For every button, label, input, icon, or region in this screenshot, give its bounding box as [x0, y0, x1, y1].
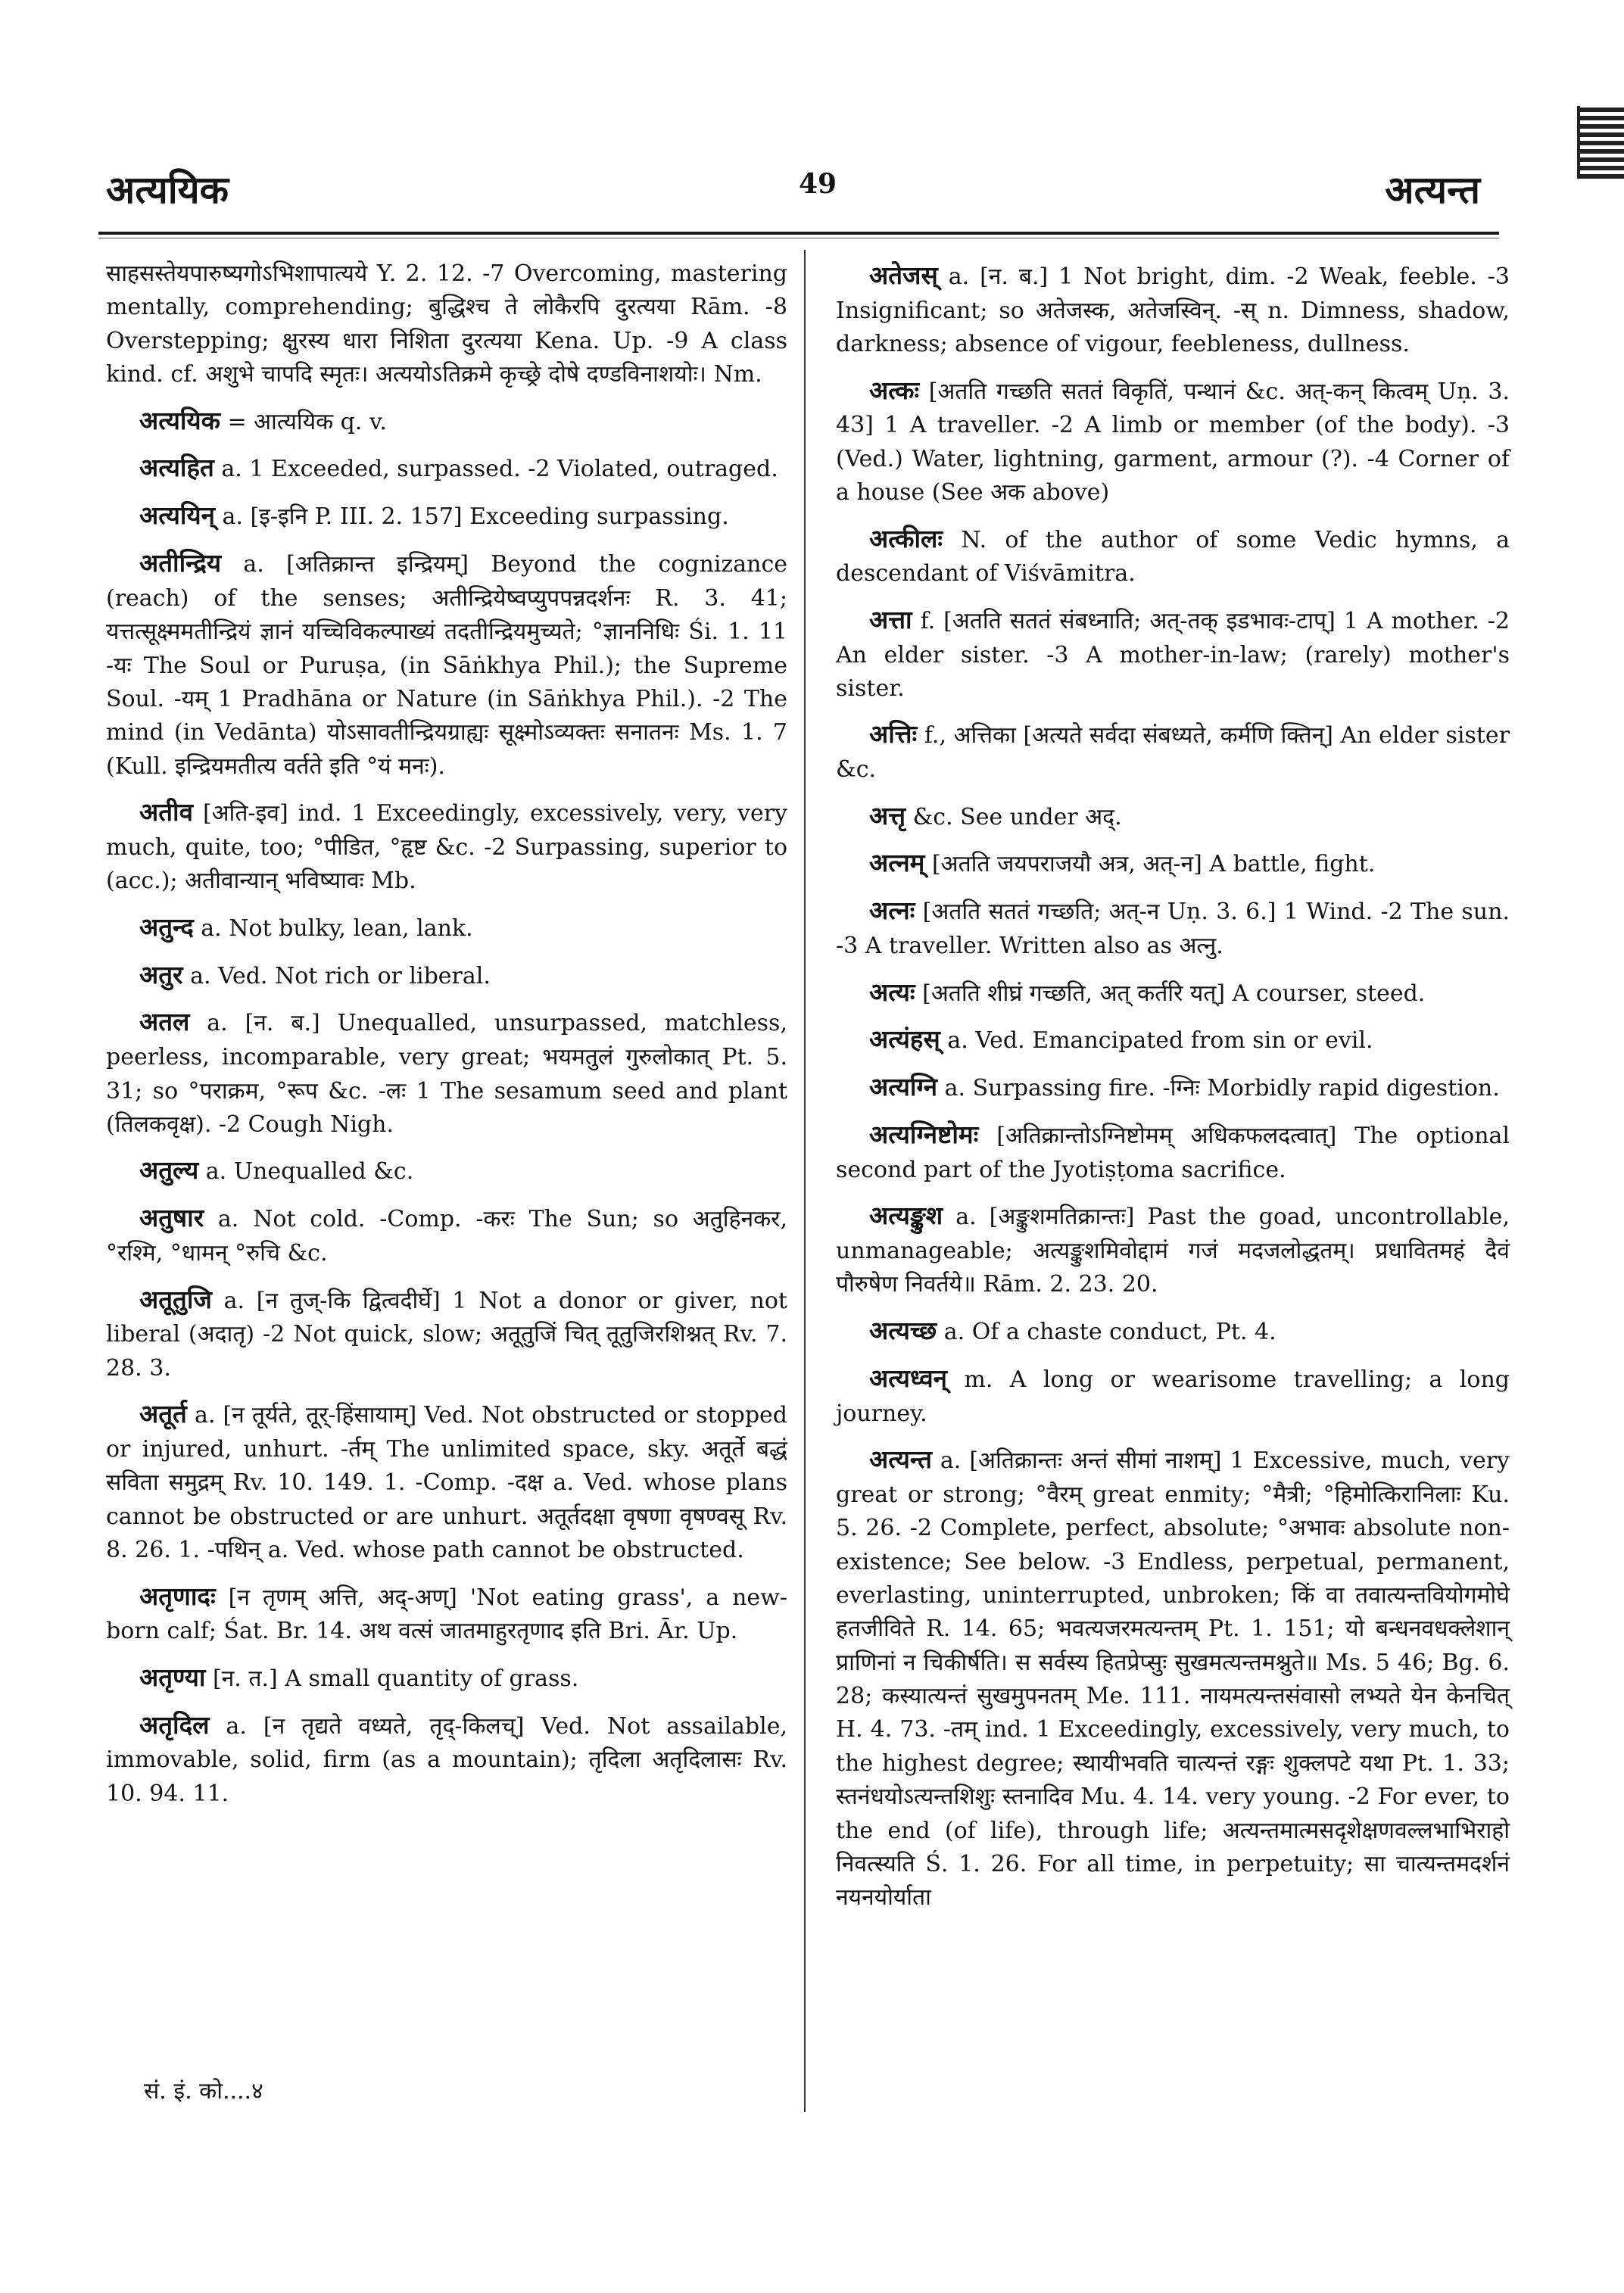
entry-definition: a. [न. ब.] Unequalled, unsurpassed, matchless, peerless, incomparable, very great; भयमतुलं गुरुलोकात् Pt. 5. 31; so °पराक्रम, °रूप &c. -लः 1 The sesamum seed and plant (तिलकवृक्ष). -2 Cough Nigh.	[106, 1010, 787, 1139]
entry-headword: अतीव	[139, 797, 193, 827]
entry-definition: m. A long or wearisome travelling; a long journey.	[836, 1366, 1510, 1427]
dictionary-entry	[106, 1282, 787, 1386]
entry-definition: a. [इ-इनि P. III. 2. 157] Exceeding surpassing.	[222, 503, 729, 531]
entry-definition: a. 1 Exceeded, surpassed. -2 Violated, outraged.	[221, 456, 778, 483]
dictionary-entry	[836, 602, 1510, 706]
entry-definition: [अतति गच्छति सततं विकृतिं, पन्थानं &c. अत्-कन् कित्वम् Uṇ. 3. 43] 1 A traveller. -2 A limb or member (of the body). -3 (Ved.) Water, lightning, garment, armour (?). -4 Corner of a house (See अक above)	[836, 378, 1510, 506]
entry-definition: [अतति सततं गच्छति; अत्-न Uṇ. 3. 6.] 1 Wind. -2 The sun. -3 A traveller. Written also as अत्नु.	[836, 899, 1510, 960]
entry-definition: [अतति शीघ्रं गच्छति, अत् कर्तरि यत्] A courser, steed.	[922, 980, 1426, 1007]
dictionary-entry	[106, 794, 787, 899]
entry-headword: अतृणादः	[139, 1581, 216, 1611]
entry-definition: f. [अतति सततं संबध्नाति; अत्-तक् इडभावः-टाप्] 1 A mother. -2 An elder sister. -3 A mother-in-law; (rarely) mother's sister.	[836, 607, 1510, 703]
entry-definition: [अति-इव] ind. 1 Exceedingly, excessively, very, very much, quite, too; °पीडित, °हृष्ट &c. -2 Surpassing, superior to (acc.); अतीवान्यान् भविष्यावः Mb.	[106, 800, 787, 895]
entry-headword: अतूर्त	[139, 1399, 187, 1429]
entry-definition: a. Ved. Not rich or liberal.	[190, 962, 491, 989]
entry-definition: a. Surpassing fire. -ग्निः Morbidly rapid digestion.	[944, 1075, 1500, 1102]
entry-headword: अत्ता	[869, 604, 912, 634]
entry-definition: a. Not cold. -Comp. -करः The Sun; so अतुहिनकर, °रश्मि, °धामन् °रुचि &c.	[106, 1206, 787, 1267]
entry-headword: अत्यच्छ	[869, 1315, 937, 1345]
left-column	[106, 257, 787, 1821]
entry-definition: [अतति जयपराजयौ अत्र, अत्-न] A battle, fight.	[931, 851, 1376, 878]
signature-mark: सं. इं. को....४	[144, 2078, 263, 2105]
entry-headword: अत्यंहस्	[869, 1024, 940, 1055]
running-head-right: अत्यन्त	[1385, 167, 1480, 212]
dictionary-entry	[106, 1578, 787, 1649]
entry-headword: अतुर	[139, 959, 183, 989]
entry-definition: a. [न तुज्-कि द्वित्वदीर्घे] 1 Not a donor or giver, not liberal (अदातृ) -2 Not quick, slow; अतूतुजिं चित् तूतुजिरशिश्नत् Rv. 7. 28. 3.	[106, 1287, 787, 1382]
dictionary-entry	[106, 909, 787, 946]
entry-headword: अत्ययिक	[139, 405, 220, 435]
column-divider	[804, 250, 806, 2112]
entry-definition: = आत्ययिक q. v.	[227, 408, 387, 435]
entry-headword: अत्यग्निष्टोमः	[869, 1120, 979, 1150]
entry-headword: अत्तिः	[869, 719, 918, 749]
entry-headword: अतीन्द्रिय	[139, 548, 221, 578]
entry-headword: अतेजस्	[869, 260, 938, 290]
entry-definition: a. [न. ब.] 1 Not bright, dim. -2 Weak, feeble. -3 Insignificant; so अतेजस्क, अतेजस्विन्. -स् n. Dimness, shadow, darkness; absence of vigour, feebleness, dullness.	[836, 263, 1510, 358]
entry-headword: अतुल्य	[139, 1155, 199, 1185]
dictionary-entry	[106, 1200, 787, 1270]
dictionary-entry	[836, 1441, 1510, 1915]
entry-headword: अतुषार	[139, 1203, 204, 1233]
dictionary-entry	[106, 450, 787, 487]
entry-headword: अत्यङ्कुश	[869, 1201, 943, 1231]
entry-definition: &c. See under अद्.	[912, 803, 1122, 830]
dictionary-entry	[836, 798, 1510, 835]
dictionary-entry	[106, 1707, 787, 1812]
entry-definition: [न. त.] A small quantity of grass.	[212, 1665, 579, 1692]
entry-headword: अत्ययिन्	[139, 500, 215, 531]
page-number: 49	[798, 168, 837, 200]
entry-headword: अतृण्या	[139, 1662, 206, 1692]
dictionary-entry	[106, 257, 787, 392]
entry-headword: अतृदिल	[139, 1709, 210, 1740]
dictionary-entry	[836, 372, 1510, 510]
thumb-index-marker	[1577, 106, 1624, 179]
dictionary-entry	[106, 1004, 787, 1142]
dictionary-entry	[106, 1396, 787, 1567]
dictionary-entry	[106, 957, 787, 994]
entry-headword: अत्कीलः	[869, 523, 943, 553]
entry-definition: a. [अतिक्रान्त इन्द्रियम्] Beyond the cognizance (reach) of the senses; अतीन्द्रियेष्वप्युपपन्नदर्शनः R. 3. 41; यत्तत्सूक्ष्ममतीन्द्रियं ज्ञानं यच्चिविकल्पाख्यं तदतीन्द्रियमुच्यते; °ज्ञाननिधिः Śi. 1. 11 -यः The Soul or Puruṣa, (in Sāṅkhya Phil.); the Supreme Soul. -यम् 1 Pradhāna or Nature (in Sāṅkhya Phil.). -2 The mind (in Vedānta) योऽसावतीन्द्रियग्राह्यः सूक्ष्मोऽव्यक्तः सनातनः Ms. 1. 7 (Kull. इन्द्रियमतीत्य वर्तते इति °यं मनः).	[106, 551, 787, 780]
dictionary-entry	[836, 845, 1510, 882]
dictionary-entry	[836, 257, 1510, 362]
entry-definition: a. Ved. Emancipated from sin or evil.	[947, 1027, 1373, 1055]
running-head-left: अत्ययिक	[106, 167, 229, 212]
entry-headword: अत्यः	[869, 977, 915, 1007]
entry-definition: साहसस्तेयपारुष्यगोऽभिशापात्यये Y. 2. 12. -7 Overcoming, mastering mentally, comprehending; बुद्धिश्च ते लोकैरपि दुरत्यया Rām. -8 Overstepping; क्षुरस्य धारा निशिता दुरत्यया Kena. Up. -9 A class kind. cf. अशुभे चापदि स्मृतः। अत्ययोऽतिक्रमे कृच्छ्रे दोषे दण्डविनाशयोः। Nm.	[106, 260, 787, 388]
dictionary-entry	[836, 893, 1510, 963]
entry-definition: a. [अङ्कुशमतिक्रान्तः] Past the goad, uncontrollable, unmanageable; अत्यङ्कुशमिवोद्दामं गजं मदजलोद्धतम्। प्रधावितमहं दैवं पौरुषेण निवर्तये॥ Rām. 2. 23. 20.	[836, 1204, 1510, 1298]
entry-definition: [न तृणम् अत्ति, अद्-अण्] 'Not eating grass', a new-born calf; Śat. Br. 14. अथ वत्सं जातमाहुरतृणाद इति Bri. Ār. Up.	[106, 1584, 787, 1645]
dictionary-entry	[836, 1021, 1510, 1058]
entry-headword: अत्कः	[869, 375, 920, 405]
dictionary-entry	[836, 1117, 1510, 1187]
entry-headword: अत्यग्नि	[869, 1072, 938, 1102]
entry-definition: N. of the author of some Vedic hymns, a descendant of Viśvāmitra.	[836, 526, 1510, 587]
entry-headword: अतल	[139, 1007, 190, 1037]
dictionary-entry	[106, 545, 787, 784]
entry-definition: a. [न तूर्यते, तूर्-हिंसायाम्] Ved. Not obstructed or stopped or injured, unhurt. -र्तम् The unlimited space, sky. अतूर्ते बद्धं सविता समुद्रम् Rv. 10. 149. 1. -Comp. -दक्ष a. Ved. whose plans cannot be obstructed or are unhurt. अतूर्तदक्षा वृषणा वृषण्वसू Rv. 8. 26. 1. -पथिन् a. Ved. whose path cannot be obstructed.	[106, 1402, 787, 1564]
entry-definition: a. Of a chaste conduct, Pt. 4.	[943, 1318, 1276, 1345]
entry-headword: अत्यन्त	[869, 1444, 932, 1474]
dictionary-entry	[106, 1659, 787, 1696]
dictionary-entry	[106, 1152, 787, 1189]
entry-headword: अत्यहित	[139, 453, 214, 483]
entry-definition: a. Not bulky, lean, lank.	[201, 914, 473, 942]
entry-headword: अत्यध्वन्	[869, 1363, 947, 1393]
entry-headword: अतूतुजि	[139, 1284, 212, 1314]
entry-definition: f., अत्तिका [अत्यते सर्वदा संबध्यते, कर्मणि क्तिन्] An elder sister &c.	[836, 722, 1510, 784]
entry-definition: [अतिक्रान्तोऽग्निष्टोमम् अधिकफलदत्वात्] The optional second part of the Jyotiṣṭoma sacrifice.	[836, 1123, 1510, 1183]
entry-headword: अत्नः	[869, 896, 915, 926]
dictionary-entry	[836, 974, 1510, 1011]
dictionary-entry	[106, 497, 787, 534]
entry-definition: a. [अतिक्रान्तः अन्तं सीमां नाशम्] 1 Excessive, much, very great or strong; °वैरम् great enmity; °मैत्री; °हिमोत्किरानिलाः Ku. 5. 26. -2 Complete, perfect, absolute; °अभावः absolute non-existence; See below. -3 Endless, perpetual, permanent, everlasting, uninterrupted, unbroken; किं वा तवात्यन्तवियोगमोघे हतजीविते R. 14. 65; भवत्यजरमत्यन्तम् Pt. 1. 151; यो बन्धनवधक्लेशान् प्राणिनां न चिकीर्षति। स सर्वस्य हितप्रेप्सुः सुखमत्यन्तमश्नुते॥ Ms. 5 46; Bg. 6. 28; कस्यात्यन्तं सुखमुपनतम् Me. 111. नायमत्यन्तसंवासो लभ्यते येन केनचित् H. 4. 73. -तम् ind. 1 Exceedingly, excessively, very much, to the highest degree; स्थायीभवति चात्यन्तं रङ्गः शुक्लपटे यथा Pt. 1. 33; स्तनंधयोऽत्यन्तशिशुः स्तनादिव Mu. 4. 14. very young. -2 For ever, to the end (of life), through life; अत्यन्तमात्मसदृशेक्षणवल्लभाभिराहो निवत्स्यति Ś. 1. 26. For all time, in perpetuity; सा चात्यन्तमदर्शनं नयनयोर्याता	[836, 1447, 1510, 1911]
entry-definition: a. [न तृद्यते वध्यते, तृद्-किलच्] Ved. Not assailable, immovable, solid, firm (as a mountain); तृदिला अतृदिलासः Rv. 10. 94. 11.	[106, 1712, 787, 1807]
dictionary-entry	[836, 521, 1510, 591]
dictionary-entry	[836, 1069, 1510, 1106]
header-rule-thick	[98, 232, 1499, 235]
dictionary-entry	[836, 1198, 1510, 1302]
dictionary-entry	[836, 716, 1510, 787]
right-column	[836, 257, 1510, 1926]
entry-headword: अत्नम्	[869, 848, 925, 878]
entry-headword: अतुन्द	[139, 911, 194, 942]
entry-definition: a. Unequalled &c.	[205, 1158, 414, 1185]
dictionary-entry	[106, 403, 787, 440]
dictionary-entry	[836, 1313, 1510, 1350]
entry-headword: अत्तृ	[869, 800, 906, 830]
dictionary-entry	[836, 1360, 1510, 1431]
